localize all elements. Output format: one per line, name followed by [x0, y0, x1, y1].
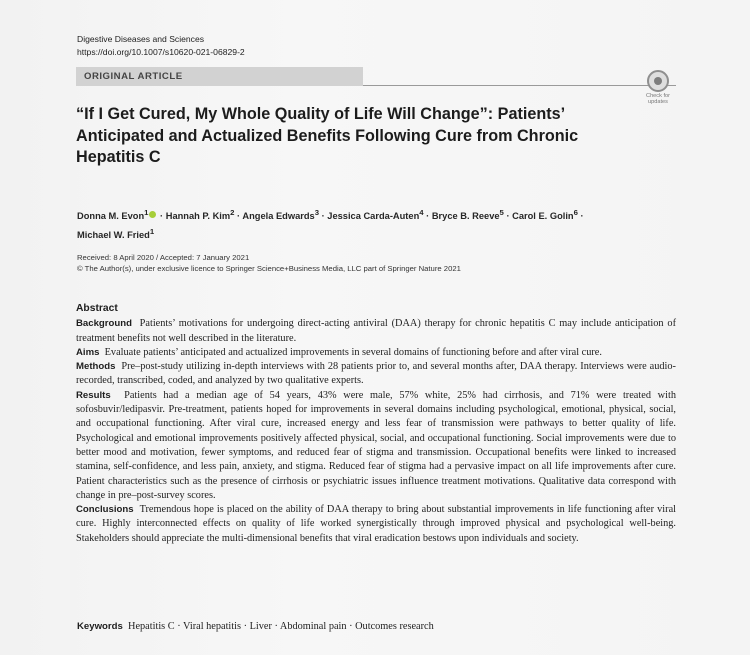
affiliation-marker: 1 — [144, 208, 149, 217]
abstract-methods — [76, 360, 676, 389]
article-type-label: ORIGINAL ARTICLE — [84, 71, 183, 82]
affiliation-marker: 6 — [573, 208, 578, 217]
affiliation-marker: 4 — [419, 208, 424, 217]
author-name[interactable]: Donna M. Evon — [77, 211, 145, 222]
section-text: Tremendous hope is placed on the ability of DAA therapy to bring about substantial improvements in life functioning after viral cure. Highly interconnected effects on quality of life worked synergistically through improved physical and psychological well-being. Stakeholders should appreciate the multi-dimensional benefits that viral eradication bestows upon individuals and society. — [76, 504, 677, 544]
check-updates-icon — [647, 70, 669, 92]
keywords — [77, 620, 677, 634]
affiliation-marker: 5 — [499, 208, 504, 217]
abstract-heading: Abstract — [76, 303, 118, 314]
author-name[interactable]: Bryce B. Reeve — [431, 211, 500, 222]
keywords-text: Hepatitis C · Viral hepatitis · Liver · Abdominal pain · Outcomes research — [128, 621, 434, 632]
orcid-icon[interactable] — [149, 211, 156, 218]
journal-name: Digestive Diseases and Sciences — [77, 34, 205, 44]
article-title: “If I Get Cured, My Whole Quality of Life Will Change”: Patients’ Anticipated and Actualized Benefits Following Cure from Chronic Hepatitis C — [76, 105, 579, 166]
section-label: Methods — [76, 361, 116, 373]
author-name[interactable]: Hannah P. Kim — [165, 211, 231, 222]
affiliation-marker: 1 — [149, 227, 155, 237]
section-label: Aims — [76, 346, 100, 358]
section-text: Pre–post-study utilizing in-depth interviews with 28 patients prior to, and several months after, DAA therapy. Interviews were audio-recorded, transcribed, coded, and analyzed by two qualitative experts. — [76, 361, 676, 387]
article-type-bar — [76, 67, 363, 86]
received-accepted: Received: 8 April 2020 / Accepted: 7 January 2021 — [77, 253, 250, 262]
journal-header — [77, 33, 245, 59]
section-text: Patients had a median age of 54 years, 43% were male, 57% white, 25% had cirrhosis, and 71% were treated with sofosbuvir/ledipasvir. Pre-treatment, patients hoped for improvements in several domains including psychological, emotional, physical, social, and occupational functioning. After viral cure, increased energy and less fear of transmission were pathways to better quality of life. Psychological and emotional improvements positively affected physical, social, and occupational functioning. Social improvements were due to better mood and motivation, fewer symptoms, and reduced fear of stigma and transmission. Occupational benefits were linked to increased stamina, self-confidence, and less pain, anxiety, and stigma. Reduced fear of stigma had a pervasive impact on all life improvements after cure. Patient characteristics such as the presence of cirrhosis or psychiatric issues influence treatment motivations. Qualitative data correspond with change in pre–post-survey scores. — [76, 389, 676, 501]
section-text: Patients’ motivations for undergoing direct-acting antiviral (DAA) therapy for chronic hepatitis C may include anticipation of treatment benefits not well described in the literature. — [76, 318, 676, 344]
abstract-aims — [76, 346, 676, 360]
abstract-results — [76, 389, 676, 503]
header-rule — [363, 85, 676, 86]
author-list: Donna M. Evon$^1$ · Hannah P. Kim$^2$ · Angela Edwards$^3$ · Jessica Carda-Auten$^4$ · Bryce B. Reeve$^5$ · Carol E. Golin$^6$ · Michael W. Fried$^1$ — [77, 208, 584, 241]
section-label: Background — [76, 318, 132, 330]
badge-text: Check for updates — [646, 93, 670, 105]
section-label: Results — [76, 389, 111, 401]
abstract-background — [76, 317, 676, 346]
abstract — [76, 302, 676, 546]
check-for-updates-badge[interactable] — [638, 70, 678, 105]
copyright-notice: © The Author(s), under exclusive licence to Springer Science+Business Media, LLC part of Springer Nature 2021 — [77, 264, 461, 273]
author-name[interactable]: Carol E. Golin — [512, 211, 574, 222]
author-name[interactable]: Angela Edwards — [242, 211, 315, 222]
publication-dates — [77, 252, 461, 274]
doi-link[interactable]: https://doi.org/10.1007/s10620-021-06829-2 — [77, 47, 245, 57]
author-name[interactable]: Jessica Carda-Auten — [327, 211, 420, 222]
section-label: Conclusions — [76, 504, 134, 516]
affiliation-marker: 3 — [314, 208, 320, 217]
affiliation-marker: 2 — [230, 208, 235, 217]
abstract-conclusions — [76, 503, 676, 546]
keywords-label: Keywords — [77, 621, 123, 632]
section-text: Evaluate patients’ anticipated and actualized improvements in several domains of functioning before and after viral cure. — [104, 346, 602, 358]
author-name[interactable]: Michael W. Fried — [77, 230, 150, 241]
